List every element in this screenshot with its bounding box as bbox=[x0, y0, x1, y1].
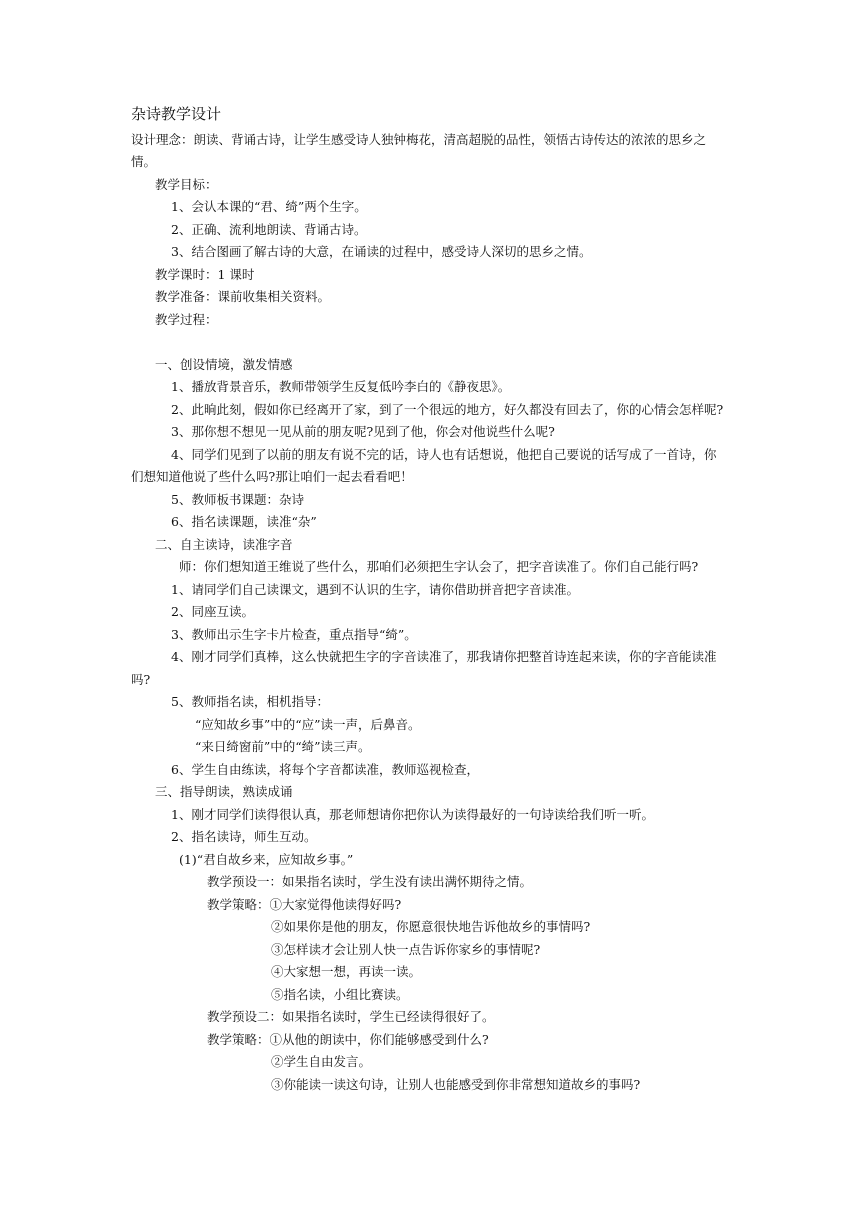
teaching-scenario: 教学预设一：如果指名读时，学生没有读出满怀期待之情。 bbox=[207, 874, 533, 889]
list-item: 1、请同学们自己读课文，遇到不认识的生字，请你借助拼音把字音读准。 bbox=[171, 582, 579, 597]
list-item: 2、同座互读。 bbox=[171, 604, 254, 619]
preparation-line: 教学准备：课前收集相关资料。 bbox=[155, 289, 331, 304]
list-item: 5、教师板书课题：杂诗 bbox=[171, 492, 304, 507]
guidance-line: “应知故乡事”中的“应”读一声，后鼻音。 bbox=[195, 717, 421, 732]
list-item: 3、教师出示生字卡片检查，重点指导“绮”。 bbox=[171, 627, 417, 642]
list-item: 1、播放背景音乐，教师带领学生反复低吟李白的《静夜思》。 bbox=[171, 379, 511, 394]
poem-line-quote: (1)“君自故乡来，应知故乡事。” bbox=[179, 852, 354, 867]
section-heading-1: 一、创设情境，激发情感 bbox=[155, 357, 293, 372]
list-item: 3、那你想不想见一见从前的朋友呢?见到了他，你会对他说些什么呢? bbox=[171, 424, 555, 439]
document-title: 杂诗教学设计 bbox=[131, 105, 222, 123]
design-concept-line-end: 情。 bbox=[131, 154, 157, 169]
section-heading-objectives: 教学目标： bbox=[155, 177, 218, 192]
teaching-strategy: 教学策略：①大家觉得他读得好吗? bbox=[207, 897, 402, 912]
list-item: 1、刚才同学们读得很认真，那老师想请你把你认为读得最好的一句诗读给我们听一听。 bbox=[171, 807, 654, 822]
teaching-strategy: 教学策略：①从他的朗读中，你们能够感受到什么? bbox=[207, 1032, 489, 1047]
strategy-step: ②学生自由发言。 bbox=[271, 1054, 372, 1069]
objective-item: 2、正确、流利地朗读、背诵古诗。 bbox=[171, 222, 367, 237]
strategy-step: ③怎样读才会让别人快一点告诉你家乡的事情呢? bbox=[271, 942, 541, 957]
list-item: 6、指名读课题，读准“杂” bbox=[171, 514, 317, 529]
strategy-step: ②如果你是他的朋友，你愿意很快地告诉他故乡的事情吗? bbox=[271, 919, 591, 934]
section-heading-2: 二、自主读诗，读准字音 bbox=[155, 537, 293, 552]
guidance-line: “来日绮窗前”中的“绮”读三声。 bbox=[195, 739, 371, 754]
strategy-step: ⑤指名读，小组比赛读。 bbox=[271, 987, 409, 1002]
section-heading-process: 教学过程： bbox=[155, 312, 218, 327]
teacher-line: 师：你们想知道王维说了些什么，那咱们必须把生字认会了，把字音读准了。你们自己能行吗? bbox=[179, 559, 699, 574]
section-heading-3: 三、指导朗读，熟读成诵 bbox=[155, 784, 293, 799]
objective-item: 3、结合图画了解古诗的大意，在诵读的过程中，感受诗人深切的思乡之情。 bbox=[171, 244, 592, 259]
design-concept-line: 设计理念：朗读、背诵古诗，让学生感受诗人独钟梅花，清高超脱的品性，领悟古诗传达的浓浓的思乡之 bbox=[131, 132, 707, 147]
objective-item: 1、会认本课的“君、绮”两个生字。 bbox=[171, 199, 367, 214]
strategy-step: ③你能读一读这句诗，让别人也能感受到你非常想知道故乡的事吗? bbox=[271, 1077, 641, 1092]
list-item-continuation: 吗? bbox=[131, 672, 151, 687]
list-item: 5、教师指名读，相机指导： bbox=[171, 694, 329, 709]
list-item: 2、指名读诗，师生互动。 bbox=[171, 829, 317, 844]
list-item: 4、同学们见到了以前的朋友有说不完的话，诗人也有话想说，他把自己要说的话写成了一首诗，你 bbox=[171, 447, 717, 462]
list-item-continuation: 们想知道他说了些什么吗?那让咱们一起去看看吧！ bbox=[131, 469, 413, 484]
teaching-scenario: 教学预设二：如果指名读时，学生已经读得很好了。 bbox=[207, 1009, 495, 1024]
list-item: 2、此晌此刻，假如你已经离开了家，到了一个很远的地方，好久都没有回去了，你的心情会怎样呢? bbox=[171, 402, 724, 417]
strategy-step: ④大家想一想，再读一读。 bbox=[271, 964, 422, 979]
class-hours-line: 教学课时：1 课时 bbox=[155, 267, 255, 282]
list-item: 4、刚才同学们真棒，这么快就把生字的字音读准了，那我请你把整首诗连起来读，你的字音能读准 bbox=[171, 649, 717, 664]
list-item: 6、学生自由练读，将每个字音都读准，教师巡视检查， bbox=[171, 762, 479, 777]
